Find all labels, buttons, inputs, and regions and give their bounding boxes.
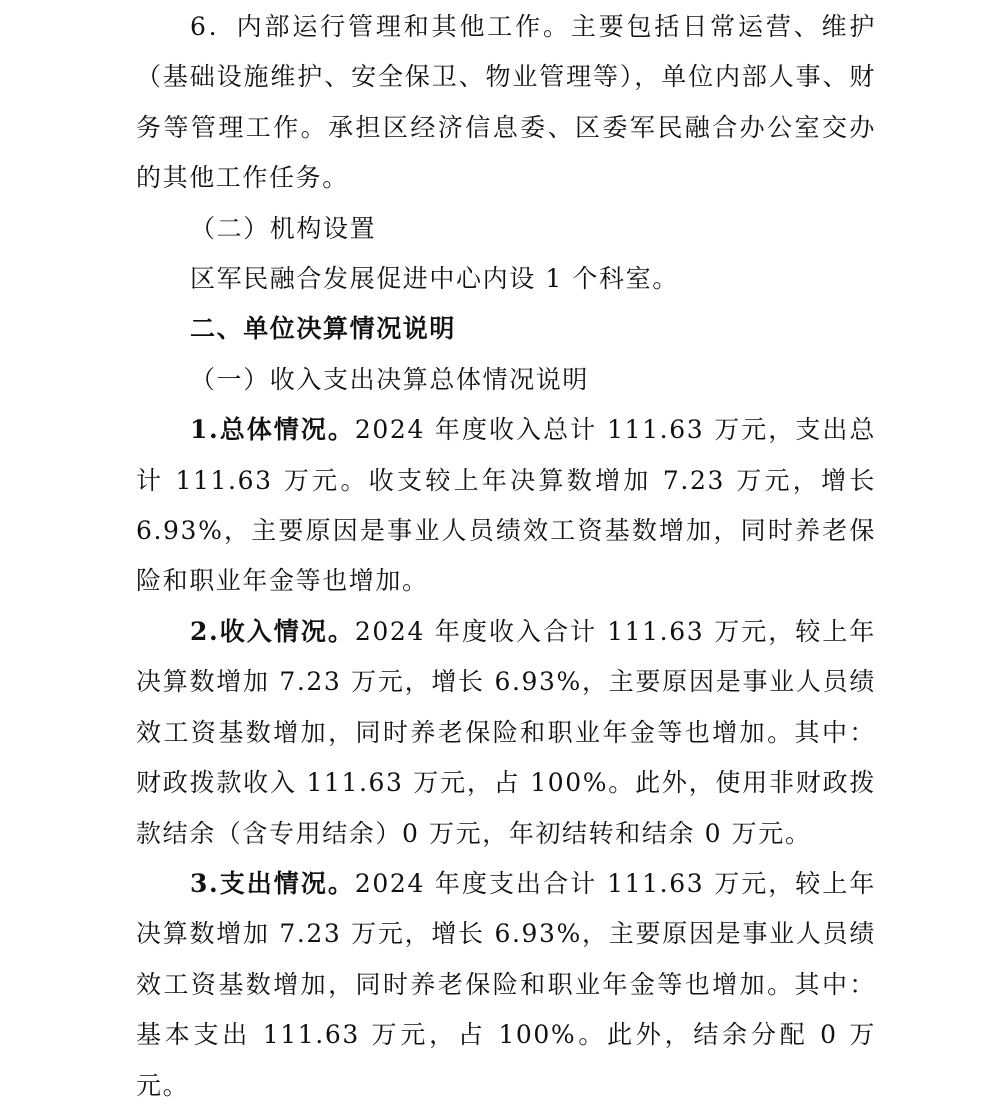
chapter-heading-text: 二、单位决算情况说明 <box>190 314 457 344</box>
chapter-heading <box>136 304 876 354</box>
section-heading-text: （二）机构设置 <box>190 213 377 243</box>
paragraph-item-6 <box>136 2 876 204</box>
paragraph-lead: 2.收入情况。 <box>190 616 355 646</box>
paragraph-lead: 3.支出情况。 <box>190 868 355 898</box>
paragraph-org-body <box>136 254 876 304</box>
paragraph-income <box>136 607 876 859</box>
paragraph-text: 2024 年度支出合计 111.63 万元，较上年决算数增加 7.23 万元，增长 6.93%，主要原因是事业人员绩效工资基数增加，同时养老保险和职业年金等也增加。其中：基本支出 111.63 万元，占 100%。此外，结余分配 0 万元。 <box>136 868 876 1100</box>
paragraph-text: 2024 年度收入总计 111.63 万元，支出总计 111.63 万元。收支较上年决算数增加 7.23 万元，增长 6.93%，主要原因是事业人员绩效工资基数增加，同时养老保险和职业年金等也增加。 <box>136 415 876 596</box>
document-page <box>136 0 876 1111</box>
sub-heading <box>136 355 876 405</box>
paragraph-lead: 1.总体情况。 <box>190 415 355 445</box>
section-heading-org <box>136 204 876 254</box>
paragraph-text: 2024 年度收入合计 111.63 万元，较上年决算数增加 7.23 万元，增长 6.93%，主要原因是事业人员绩效工资基数增加，同时养老保险和职业年金等也增加。其中：财政拨款收入 111.63 万元，占 100%。此外，使用非财政拨款结余（含专用结余）0 万元，年初结转和结余 0 万元。 <box>136 616 876 848</box>
sub-heading-text: （一）收入支出决算总体情况说明 <box>190 364 590 394</box>
paragraph-text: 6．内部运行管理和其他工作。主要包括日常运营、维护（基础设施维护、安全保卫、物业管理等），单位内部人事、财务等管理工作。承担区经济信息委、区委军民融合办公室交办的其他工作任务。 <box>136 12 876 193</box>
paragraph-expense <box>136 859 876 1111</box>
paragraph-overall <box>136 405 876 607</box>
paragraph-text: 区军民融合发展促进中心内设 1 个科室。 <box>190 264 679 294</box>
